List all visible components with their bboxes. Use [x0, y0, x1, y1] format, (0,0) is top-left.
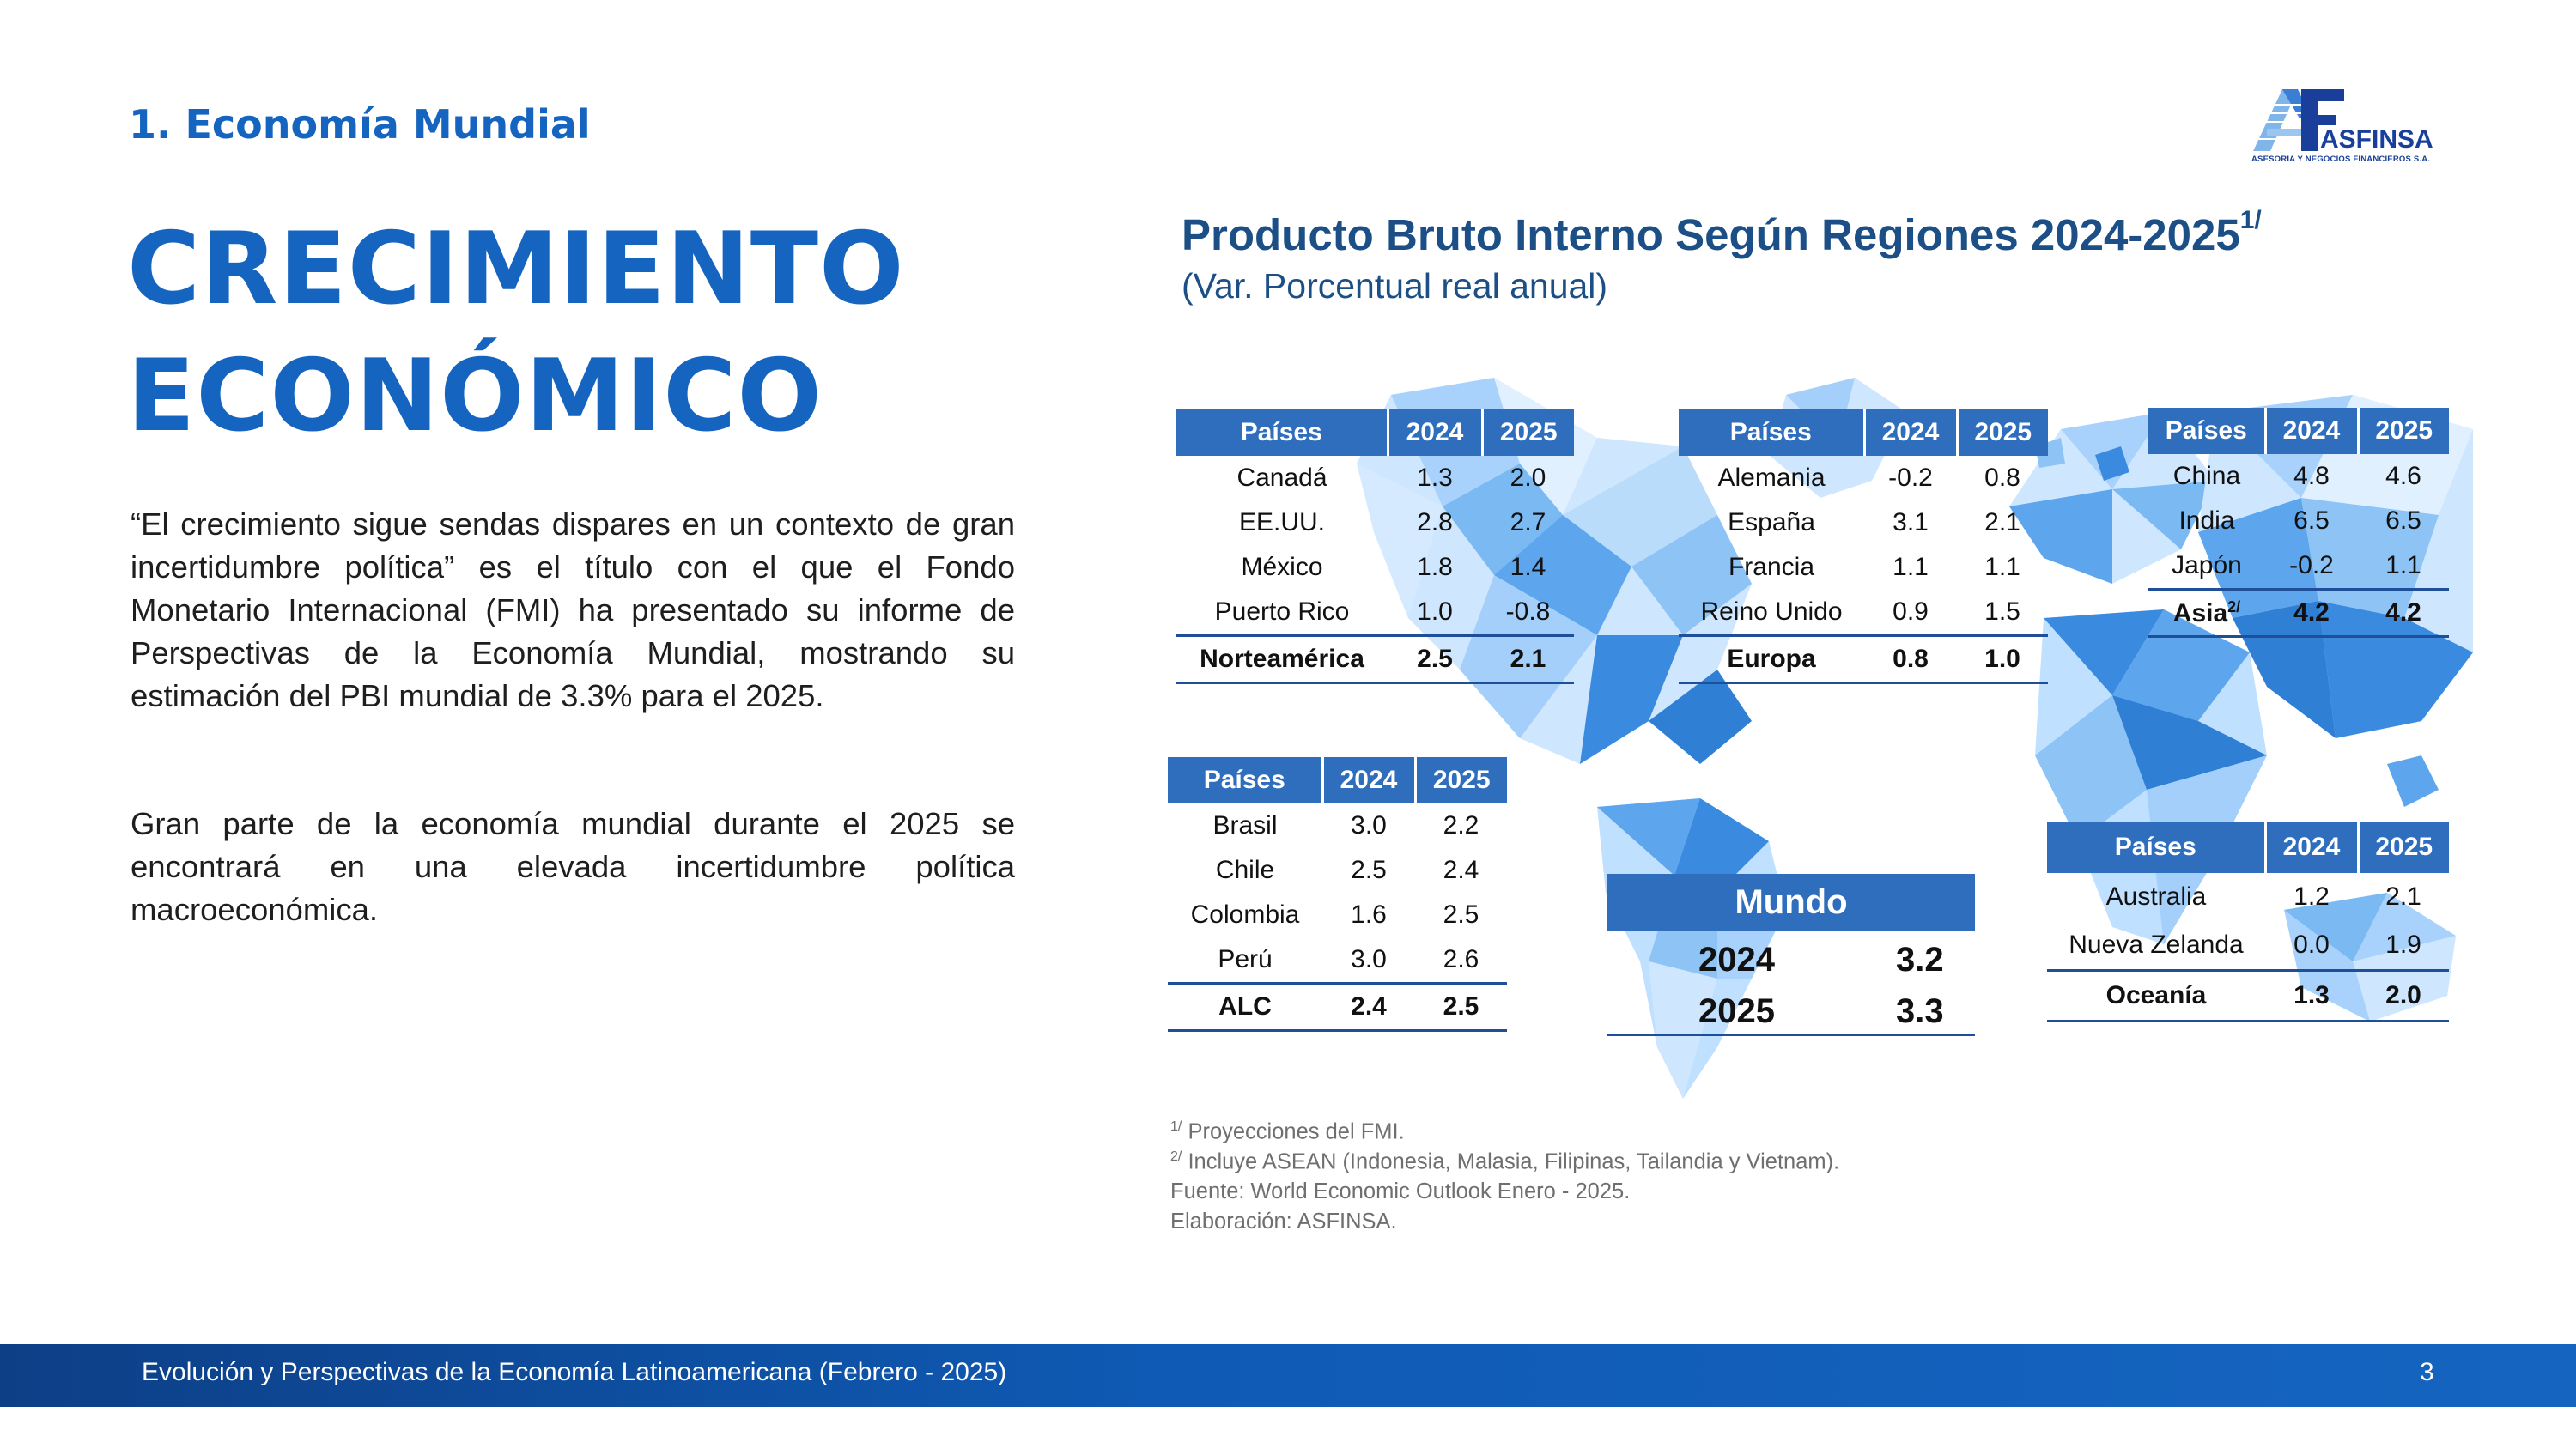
title-line-1: CRECIMIENTO	[127, 211, 905, 327]
table-row: Australia 1.2 2.1	[2105, 882, 2421, 911]
page-title	[127, 206, 905, 460]
header-2024: 2024	[1322, 757, 1415, 803]
table-header-row	[1176, 409, 1574, 456]
header-paises: Países	[1168, 757, 1322, 803]
footer-text: Evolución y Perspectivas de la Economía Latinoamericana (Febrero - 2025)	[142, 1358, 1007, 1386]
table-header-row	[2148, 408, 2449, 454]
header-2025: 2025	[1415, 757, 1507, 803]
table-row: Japón -0.2 1.1	[2172, 551, 2421, 579]
table-total-row: ALC 2.4 2.5	[1168, 984, 1507, 1031]
header-2024: 2024	[1388, 409, 1482, 456]
table-row: Canadá 1.3 2.0	[1236, 464, 1546, 492]
body-paragraph-2: Gran parte de la economía mundial durante el 2025 se encontrará en una elevada incertidumbre política macroeconómica.	[131, 806, 1015, 927]
table-row: Nueva Zelanda 0.0 1.9	[2069, 931, 2421, 959]
note-2: $^{2/}$ Incluye ASEAN (Indonesia, Malasia, Filipinas, Tailandia y Vietnam).	[1170, 1149, 1840, 1174]
header-2025: 2025	[1957, 409, 2048, 456]
note-elaboration: Elaboración: ASFINSA.	[1170, 1210, 1397, 1234]
table-row: México 1.8 1.4	[1241, 553, 1546, 581]
table-row: Perú 3.0 2.6	[1218, 945, 1479, 973]
title-line-2: ECONÓMICO	[127, 338, 823, 454]
logo-tagline: ASESORIA Y NEGOCIOS FINANCIEROS S.A.	[2251, 155, 2431, 164]
table-row: India 6.5 6.5	[2178, 506, 2421, 535]
header-2025: 2025	[1482, 409, 1574, 456]
table-total-row: Europa 0.8 1.0	[1679, 636, 2048, 683]
table-europa	[1679, 409, 2048, 684]
table-header-row	[2047, 822, 2449, 873]
table-row: Chile 2.5 2.4	[1215, 856, 1479, 884]
table-total-row: Asia$^{2/}$ 4.2 4.2	[2148, 590, 2449, 637]
body-paragraph-1: “El crecimiento sigue sendas dispares en un contexto de gran incertidumbre política” es el título con el que el Fondo Monetario Internacional (FMI) ha presentado su informe de Perspectivas de la Economía Mundial, mostrando su estimación del PBI mundial de 3.3% para el 2025.	[131, 506, 1015, 713]
table-total-row: Norteamérica 2.5 2.1	[1176, 636, 1574, 683]
divider	[1607, 1034, 1975, 1036]
note-source: Fuente: World Economic Outlook Enero - 2025.	[1170, 1179, 1631, 1203]
table-row: Brasil 3.0 2.2	[1212, 811, 1479, 840]
header-2024: 2024	[1864, 409, 1957, 456]
note-1: $^{1/}$ Proyecciones del FMI.	[1170, 1119, 1405, 1144]
header-paises: Países	[2047, 822, 2265, 873]
table-row: EE.UU. 2.8 2.7	[1238, 508, 1546, 537]
table-alc	[1168, 757, 1507, 1032]
header-paises: Países	[1679, 409, 1864, 456]
table-total-row: Oceanía 1.3 2.0	[2047, 971, 2449, 1022]
table-oceania	[2047, 822, 2449, 1022]
header-2024: 2024	[2265, 822, 2358, 873]
chart-subtitle: (Var. Porcentual real anual)	[1182, 266, 1608, 306]
table-header-row	[1168, 757, 1507, 803]
header-2024: 2024	[2265, 408, 2358, 454]
table-header-row	[1679, 409, 2048, 456]
table-row: España 3.1 2.1	[1728, 508, 2020, 537]
chart-title: Producto Bruto Interno Según Regiones $2024-2025^{1/}$	[1182, 206, 2262, 259]
logo-name: ASFINSA	[2320, 125, 2433, 154]
table-row: Francia 1.1 1.1	[1728, 553, 2020, 581]
table-row: Reino Unido 0.9 1.5	[1700, 597, 2020, 626]
table-row: Alemania -0.2 0.8	[1717, 464, 2020, 492]
page-number: 3	[2420, 1358, 2434, 1386]
table-asia	[2148, 408, 2449, 638]
header-2025: 2025	[2358, 408, 2449, 454]
table-norteamerica	[1176, 409, 1574, 684]
table-row: Puerto Rico 1.0 -0.8	[1214, 597, 1551, 626]
header-paises: Países	[2148, 408, 2265, 454]
table-row: 2024 3.2	[1698, 941, 1944, 979]
table-row: 2025 3.3	[1698, 992, 1944, 1030]
table-row: Colombia 1.6 2.5	[1190, 900, 1479, 929]
table-row: China 4.8 4.6	[2172, 462, 2421, 490]
header-2025: 2025	[2358, 822, 2449, 873]
header-paises: Países	[1176, 409, 1388, 456]
mundo-header: Mundo	[1607, 874, 1975, 931]
section-label: 1. Economía Mundial	[129, 101, 591, 148]
